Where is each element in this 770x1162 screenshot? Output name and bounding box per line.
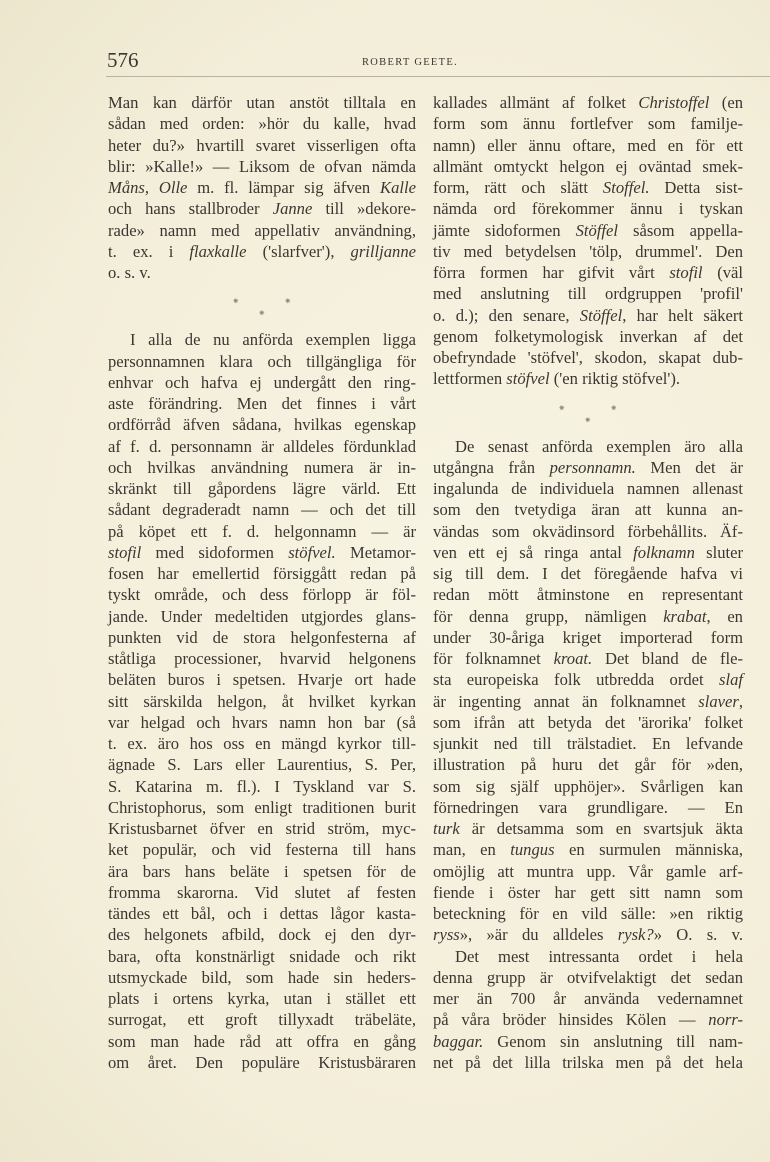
text-line <box>433 563 743 584</box>
text-line <box>108 627 416 648</box>
asterism-mark: ⁕ <box>284 296 292 307</box>
text-line <box>108 414 416 435</box>
text-run: redan mött åtminstone en representant <box>433 585 743 605</box>
text-run: m. fl. lämpar sig äfven <box>187 178 381 197</box>
running-head: ROBERT GEETE. <box>362 57 458 68</box>
text-run: sådan med orden: »hör du kalle, hvad <box>108 114 416 134</box>
text-line <box>108 1031 416 1052</box>
text-line <box>108 542 416 563</box>
text-line <box>433 347 743 368</box>
text-run: är detsamma som en svartsjuk äkta <box>459 819 743 838</box>
text-run: fromma skarorna. Vid slutet af festen <box>108 882 416 902</box>
italic-term: Måns, Olle <box>108 178 188 197</box>
text-run: fiende i öster har gett sitt namn som <box>433 882 743 902</box>
text-line <box>433 113 743 134</box>
text-run: sluter <box>694 542 743 562</box>
text-line <box>108 754 416 775</box>
text-line <box>108 903 416 924</box>
asterism-mark: ⁕ <box>232 296 240 307</box>
text-run: mer än 700 år använda vedernamnet <box>433 989 743 1008</box>
italic-term: norr- <box>708 1010 743 1030</box>
text-run: Metamor- <box>335 542 416 562</box>
text-line <box>433 542 743 563</box>
text-run: beläten buros i spetsen. Hvarje ort hade <box>108 670 416 690</box>
text-line <box>108 606 416 627</box>
italic-term: turk <box>433 819 460 838</box>
text-run: De senast anförda exemplen äro alla <box>455 436 743 456</box>
text-run: rade» namn med appellativ användning, <box>108 220 416 240</box>
text-run: , har helt säkert <box>622 305 743 325</box>
text-run: Kristusbarnet öfver en strid ström, myc- <box>108 819 416 838</box>
text-run: nämda ord förekommer ännu i tyskan <box>433 199 743 219</box>
text-line <box>108 241 416 262</box>
section-ornament <box>433 390 743 436</box>
text-line <box>108 393 416 414</box>
text-run: ven ett ej så ringa antal <box>433 542 634 562</box>
text-run: (en <box>709 93 743 112</box>
text-line <box>108 563 416 584</box>
text-run: på våra bröder hinsides Kölen — <box>433 1010 709 1030</box>
text-run: Man kan därför utan anstöt tilltala en <box>108 93 416 112</box>
text-run: var helgad och hvars namn hon bar (så <box>108 712 416 732</box>
text-run: surrogat, ett groft tillyxadt träbeläte, <box>108 1010 416 1030</box>
text-line <box>108 967 416 988</box>
italic-term: Kalle <box>380 178 416 197</box>
text-line <box>433 478 743 499</box>
text-line <box>433 946 743 967</box>
text-run: , en <box>706 606 743 626</box>
text-run: sådant degraderadt namn — och det till <box>108 500 416 520</box>
text-run: ordförråd äfven sådana, hvilkas egenskap <box>108 415 416 435</box>
text-line <box>433 903 743 924</box>
text-run: illustration på huru det går för »den, <box>433 755 743 775</box>
text-run: namn) eller ännu oftare, med en för ett <box>433 135 743 155</box>
text-line <box>108 156 416 177</box>
text-line <box>108 198 416 219</box>
text-run: t. ex. äro hos oss en mängd kyrkor till- <box>108 734 416 753</box>
text-run: som ifrån att betyda det 'ärorika' folket <box>433 712 743 732</box>
text-run: aste förändring. Men det finnes i vårt <box>108 394 416 413</box>
text-run: Christophorus, som enligt traditionen burit <box>108 797 416 817</box>
text-line <box>433 988 743 1009</box>
paragraph <box>433 436 743 946</box>
text-line <box>108 135 416 156</box>
italic-term: Christoffel <box>638 93 710 112</box>
text-run: ket populär, och vid festerna till hans <box>108 840 416 860</box>
text-run: vändas som okvädinsord förbehållits. Äf- <box>433 521 743 541</box>
text-line <box>433 436 743 457</box>
text-line <box>433 1052 743 1073</box>
text-run: Det bland de fle- <box>592 649 744 668</box>
text-line <box>433 521 743 542</box>
text-run: heter du?» hvartill svaret visserligen ofta <box>108 135 416 155</box>
text-run: sig till dem. I det föregående hafva vi <box>433 564 743 583</box>
section-ornament <box>108 283 416 329</box>
text-run: omöjlig att muntra upp. Vår gamle arf- <box>433 861 743 881</box>
text-line <box>108 839 416 860</box>
text-line <box>433 967 743 988</box>
text-line <box>433 499 743 520</box>
text-line <box>108 521 416 542</box>
text-run: är ingenting annat än folknamnet <box>433 691 699 711</box>
text-run: form, rätt och slätt <box>433 178 603 197</box>
text-run: till »dekore- <box>312 199 416 219</box>
italic-term: krabat <box>663 606 707 626</box>
text-line <box>433 305 743 326</box>
text-line <box>433 326 743 347</box>
text-run: tyskt område, och dess förlopp är föl- <box>108 585 416 605</box>
text-run: punkten vid de stora helgonfesterna af <box>108 627 416 647</box>
text-run: o. s. v. <box>108 263 151 282</box>
text-line <box>433 606 743 627</box>
text-run: (väl <box>702 263 743 282</box>
text-run: utsmyckade bild, som hade sin heders- <box>108 967 416 987</box>
text-run: sjunkit ned till trälstadiet. En lefvande <box>433 734 743 753</box>
text-line <box>433 584 743 605</box>
italic-term: personnamn. <box>549 457 636 477</box>
asterism-mark: ⁕ <box>558 402 566 413</box>
text-run: under 30-åriga kriget importerad form <box>433 627 743 647</box>
text-line <box>433 262 743 283</box>
text-run: för folknamnet <box>433 649 554 668</box>
text-line <box>108 669 416 690</box>
text-line <box>108 882 416 903</box>
text-line <box>433 882 743 903</box>
text-line <box>108 478 416 499</box>
text-line <box>108 92 416 113</box>
italic-term: stöfvel. <box>288 542 336 562</box>
text-run: såsom appella- <box>617 220 744 240</box>
text-run: af f. d. personnamn är alldeles fördunklad <box>108 436 416 456</box>
text-line <box>433 669 743 690</box>
text-line <box>433 135 743 156</box>
text-run: obefryndade 'stöfvel', skodon, skapat dub- <box>433 348 743 367</box>
text-run: I alla de nu anförda exemplen ligga <box>130 330 416 350</box>
right-column <box>433 92 743 1073</box>
italic-term: flaxkalle <box>189 241 247 261</box>
text-line <box>433 627 743 648</box>
text-run: sta europeiska folk utbredda ordet <box>433 670 720 690</box>
header-rule <box>106 76 770 77</box>
text-line <box>433 92 743 113</box>
text-run: enhvar och hafva ej undergått den ring- <box>108 372 416 392</box>
text-line <box>433 457 743 478</box>
text-run: jande. Under medeltiden utgjordes glans- <box>108 606 416 626</box>
page-number: 576 <box>107 48 139 72</box>
text-line <box>433 198 743 219</box>
text-line <box>108 372 416 393</box>
italic-term: Stöffel <box>579 305 623 325</box>
text-line <box>108 733 416 754</box>
text-run: om året. Den populäre Kristusbäraren <box>108 1052 416 1072</box>
text-run: förra formen har gifvit vårt <box>433 263 670 282</box>
text-run: kallades allmänt af folket <box>433 93 639 112</box>
italic-term: baggar. <box>433 1031 484 1051</box>
text-run: jämte sidoformen <box>433 220 576 240</box>
italic-term: kroat. <box>553 649 593 668</box>
text-line <box>433 1031 743 1052</box>
text-run: bara, ofta konstnärligt snidade och rikt <box>108 946 416 966</box>
text-line <box>108 691 416 712</box>
italic-term: Janne <box>272 199 313 219</box>
text-run: denna grupp är otvifvelaktigt det sedan <box>433 967 743 987</box>
text-run: net på det lilla trilska men på det hela <box>433 1052 743 1072</box>
text-run: en surmulen människa, <box>554 840 744 860</box>
text-run: Genom sin anslutning till nam- <box>483 1031 743 1051</box>
text-run: t. ex. i <box>108 241 190 261</box>
text-run: des helgonets afbild, dock ej den dyr- <box>108 925 416 945</box>
text-line <box>108 712 416 733</box>
text-line <box>433 754 743 775</box>
text-line <box>433 177 743 198</box>
text-line <box>108 220 416 241</box>
italic-term: slaver <box>698 691 739 711</box>
paragraph <box>433 946 743 1074</box>
text-run: » O. s. v. <box>653 925 743 945</box>
text-line <box>433 368 743 389</box>
text-line <box>433 839 743 860</box>
text-line <box>108 584 416 605</box>
text-run: Det mest intressanta ordet i hela <box>455 946 743 966</box>
text-line <box>108 351 416 372</box>
text-line <box>108 1052 416 1073</box>
italic-term: ryss <box>433 925 460 945</box>
text-line <box>108 436 416 457</box>
text-run: utgångna från <box>433 457 550 477</box>
text-run: », »är du alldeles <box>459 925 618 945</box>
italic-term: slaf <box>719 670 743 690</box>
asterism-mark: ⁕ <box>584 414 592 425</box>
text-run: skränkt till gåpordens lägre värld. Ett <box>108 479 416 498</box>
text-line <box>433 648 743 669</box>
text-run: ('slarfver'), <box>246 241 351 261</box>
left-column <box>108 92 416 1073</box>
text-line <box>433 712 743 733</box>
asterism-mark: ⁕ <box>610 402 618 413</box>
text-run: tiv med betydelsen 'tölp, drummel'. Den <box>433 241 743 261</box>
text-line <box>433 776 743 797</box>
text-line <box>433 283 743 304</box>
text-line <box>108 861 416 882</box>
text-run: fosen har emellertid försiggått redan på <box>108 564 416 583</box>
text-line <box>433 924 743 945</box>
text-run: form som ännu fortlefver som familje- <box>433 114 743 134</box>
text-line <box>433 1009 743 1030</box>
paragraph <box>108 92 416 283</box>
text-line <box>108 776 416 797</box>
text-run: S. Katarina m. fl.). I Tyskland var S. <box>108 776 416 796</box>
text-line <box>433 818 743 839</box>
text-run: ägnade S. Lars eller Laurentius, S. Per, <box>108 755 416 775</box>
text-line <box>433 220 743 241</box>
text-run: tändes ett bål, och i dettas lågor kasta- <box>108 904 416 923</box>
italic-term: rysk? <box>617 925 654 945</box>
text-line <box>433 797 743 818</box>
text-line <box>108 648 416 669</box>
text-run: beteckning för en vild sälle: »en riktig <box>433 904 743 923</box>
text-run: som man hade råd att offra en gång <box>108 1031 416 1051</box>
italic-term: stofil <box>669 263 703 282</box>
text-line <box>108 262 416 283</box>
italic-term: stöfvel <box>506 369 550 389</box>
text-run: Detta sist- <box>649 178 743 197</box>
text-line <box>433 156 743 177</box>
text-run: ära bars hans beläte i spetsen för de <box>108 861 416 881</box>
text-run: lettformen <box>433 369 507 389</box>
text-line <box>108 113 416 134</box>
text-run: allmänt omtyckt helgon ej oväntad smek- <box>433 156 743 176</box>
text-run: genom folketymologisk inverkan af det <box>433 326 743 346</box>
text-line <box>108 457 416 478</box>
text-run: sitt särskilda helgon, åt hvilket kyrkan <box>108 691 416 711</box>
italic-term: folknamn <box>633 542 695 562</box>
text-run: för denna grupp, nämligen <box>433 606 664 626</box>
text-run: som den tvetydiga äran att kunna an- <box>433 500 743 520</box>
italic-term: stofil <box>108 542 142 562</box>
text-run: Men det är <box>635 457 743 477</box>
paragraph <box>108 329 416 1073</box>
text-run: ('en riktig stöfvel'). <box>549 369 680 389</box>
italic-term: grilljanne <box>350 241 416 261</box>
text-line <box>108 988 416 1009</box>
paragraph <box>433 92 743 390</box>
text-line <box>108 1009 416 1030</box>
italic-term: tungus <box>510 840 555 860</box>
text-line <box>433 733 743 754</box>
text-run: personnamnen klara och tillgängliga för <box>108 351 416 371</box>
text-run: o. d.); den senare, <box>433 305 580 325</box>
text-line <box>108 924 416 945</box>
text-line <box>433 691 743 712</box>
text-run: med anslutning till ordgruppen 'profil' <box>433 284 743 304</box>
text-line <box>108 329 416 350</box>
text-run: och hvilkas användning numera är in- <box>108 457 416 477</box>
asterism-mark: ⁕ <box>258 308 266 319</box>
text-run: med sidoformen <box>141 542 289 562</box>
text-run: på köpet ett f. d. helgonnamn — är <box>108 521 416 541</box>
text-line <box>433 241 743 262</box>
text-run: plats i ortens kyrka, utan i stället ett <box>108 989 416 1008</box>
text-run: man, en <box>433 840 511 860</box>
text-line <box>108 177 416 198</box>
text-run: ståtliga processioner, hvarvid helgonens <box>108 649 416 668</box>
text-line <box>108 797 416 818</box>
text-run: blir: »Kalle!» — Liksom de ofvan nämda <box>108 156 416 176</box>
text-run: och hans stallbroder <box>108 199 273 219</box>
italic-term: Stöffel <box>575 220 618 240</box>
text-line <box>108 499 416 520</box>
text-run: ingalunda de individuela namnen allenast <box>433 479 743 498</box>
text-line <box>433 861 743 882</box>
text-line <box>108 818 416 839</box>
text-line <box>108 946 416 967</box>
text-run: , <box>738 691 743 711</box>
italic-term: Stoffel. <box>602 178 650 197</box>
text-run: som sig själf upphöjer». Svårligen kan <box>433 776 743 796</box>
text-run: förnedringen vara grundligare. — En <box>433 797 743 817</box>
